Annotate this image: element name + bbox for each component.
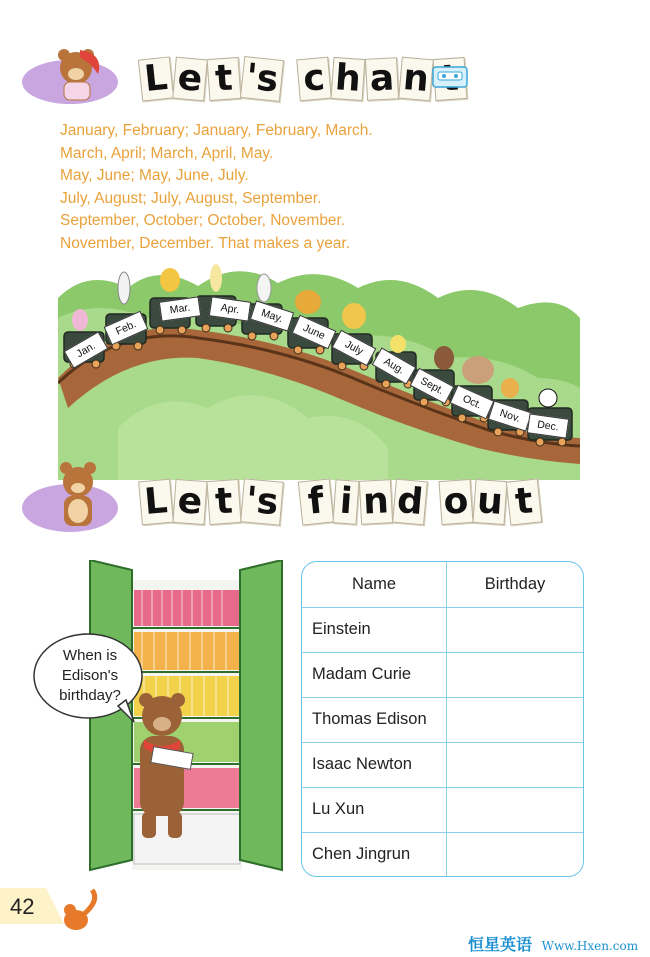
heading-letter: n — [398, 57, 434, 102]
heading-letter: 's — [240, 56, 284, 102]
birthday-column-header: Birthday — [484, 575, 546, 593]
month-train-illustration — [58, 258, 580, 480]
table-row — [302, 607, 583, 653]
birthday-cell[interactable] — [447, 652, 583, 697]
chant-line: March, April; March, April, May. — [60, 144, 274, 162]
heading-letter: t — [207, 57, 242, 101]
train-car-label: Dec. — [527, 413, 569, 438]
name-cell: Einstein — [302, 607, 447, 652]
heading-letter: e — [172, 57, 208, 102]
train-car-label: Oct. — [450, 385, 495, 420]
birthday-cell[interactable] — [447, 697, 583, 742]
name-cell: Lu Xun — [302, 787, 447, 832]
bubble-line: birthday? — [59, 687, 121, 704]
watermark — [468, 932, 638, 955]
heading-letter: h — [331, 57, 366, 101]
name-cell: Chen Jingrun — [302, 832, 447, 877]
speech-bubble-text — [42, 646, 138, 706]
table-row — [302, 697, 583, 743]
train-car-label: July — [332, 330, 377, 366]
name-column-header: Name — [302, 562, 447, 607]
bear-thinking-illustration — [20, 456, 130, 536]
bear-chant-illustration — [20, 40, 130, 110]
lets-find-out-heading — [140, 480, 542, 524]
heading-letter: e — [173, 479, 208, 525]
chant-line: May, June; May, June, July. — [60, 167, 249, 185]
table-row — [302, 787, 583, 833]
bubble-line: When is — [62, 647, 118, 664]
table-row — [302, 832, 583, 877]
train-car-label: May. — [250, 300, 294, 331]
heading-letter: o — [439, 479, 474, 525]
heading-letter: c — [296, 57, 332, 102]
heading-letter: i — [332, 479, 359, 525]
train-car-label: Jan. — [64, 331, 109, 368]
name-cell: Isaac Newton — [302, 742, 447, 787]
chant-line: November, December. That makes a year. — [60, 234, 351, 252]
train-car-label: Feb. — [104, 311, 149, 346]
heading-letter: t — [506, 478, 542, 525]
birthday-cell[interactable] — [447, 607, 583, 652]
train-car-label: Apr. — [209, 296, 251, 321]
birthday-cell[interactable] — [447, 832, 583, 877]
watermark-url[interactable]: Www.Hxen.com — [541, 939, 639, 953]
table-header-row — [302, 562, 583, 608]
birthday-cell[interactable] — [447, 787, 583, 832]
heading-letter: t — [207, 479, 242, 525]
bookshelf-illustration — [22, 560, 287, 880]
table-row — [302, 742, 583, 788]
train-car-label: Mar. — [159, 296, 201, 321]
train-car-label: Nov. — [488, 400, 532, 431]
train-car-label: June — [292, 315, 337, 350]
heading-letter: L — [138, 479, 174, 526]
chant-line: January, February; January, February, March. — [60, 122, 373, 139]
heading-letter: 's — [240, 478, 284, 525]
watermark-chinese: 恒星英语 — [468, 937, 533, 954]
birthday-cell[interactable] — [447, 742, 583, 787]
heading-letter: L — [138, 56, 174, 101]
birthday-table — [301, 561, 584, 877]
table-row — [302, 652, 583, 698]
heading-letter: a — [365, 57, 399, 101]
lets-chant-heading — [140, 58, 468, 100]
chant-line: July, August; July, August, September. — [60, 189, 322, 207]
heading-letter: f — [298, 478, 334, 525]
name-cell: Thomas Edison — [302, 697, 447, 742]
heading-letter: u — [473, 479, 508, 525]
cassette-tape-icon — [432, 66, 468, 88]
chant-text — [60, 120, 480, 256]
heading-letter: d — [392, 479, 428, 526]
bubble-line: Edison's — [61, 667, 119, 684]
heading-letter: n — [359, 479, 393, 525]
chant-line: September, October; October, November. — [60, 212, 346, 230]
train-car-label: Sept. — [410, 368, 455, 404]
page-number: 42 — [10, 894, 35, 919]
train-car-label: Aug. — [372, 347, 417, 384]
name-cell: Madam Curie — [302, 652, 447, 697]
